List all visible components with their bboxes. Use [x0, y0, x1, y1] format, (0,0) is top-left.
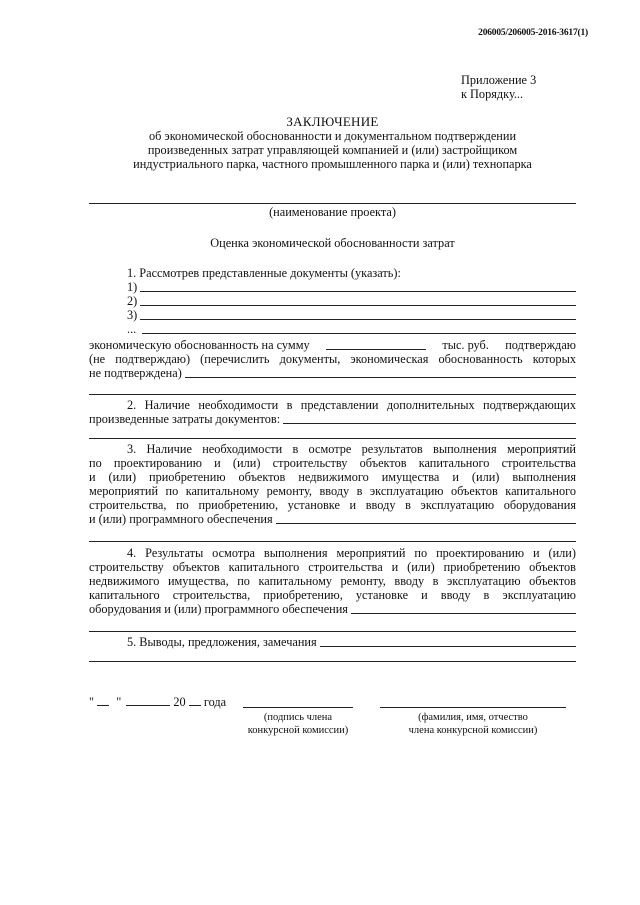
- item3-line: строительства, по приобретению, установке и вводу в эксплуатацию оборудования: [89, 498, 576, 512]
- item1-sum-row: [89, 338, 576, 352]
- item4-line: строительству объектов капитального строительства и (или) приобретению объектов: [89, 560, 576, 574]
- item2-line-1: 2. Наличие необходимости в представлении дополнительных подтверждающих: [127, 398, 576, 412]
- quote-close: ": [116, 695, 122, 709]
- item5-label: 5. Выводы, предложения, замечания: [127, 635, 317, 649]
- inspection-results-line[interactable]: [351, 602, 576, 614]
- item1-extra-line[interactable]: [89, 394, 576, 395]
- title-main: ЗАКЛЮЧЕНИЕ: [286, 114, 379, 129]
- item3-extra-line[interactable]: [89, 541, 576, 542]
- signature-caption-line-1: (подпись члена: [263, 712, 333, 723]
- title-line-3: индустриального парка, частного промышленного парка и (или) технопарка: [133, 157, 532, 171]
- sum-unit: тыс. руб.: [442, 338, 489, 352]
- sum-label: экономическую обоснованность на сумму: [89, 338, 310, 352]
- list-item: [127, 308, 576, 322]
- document-number: 206005/206005-2016-3617(1): [478, 28, 588, 38]
- additional-docs-line[interactable]: [283, 412, 576, 424]
- item1-intro: 1. Рассмотрев представленные документы (указать):: [127, 266, 401, 280]
- item3-line: 3. Наличие необходимости в осмотре результатов выполнения мероприятий: [127, 442, 576, 456]
- item1-line-c: не подтверждена): [89, 366, 182, 380]
- appendix-line-2: к Порядку...: [461, 87, 524, 101]
- item2-extra-line[interactable]: [89, 438, 576, 439]
- document-title: [89, 115, 576, 171]
- list-item: [127, 322, 576, 336]
- confirm-text: подтверждаю: [505, 338, 576, 352]
- day-input-line[interactable]: [97, 694, 109, 706]
- item3-last-text: и (или) программного обеспечения: [89, 512, 273, 526]
- signature-caption-line-2: конкурсной комиссии): [247, 725, 349, 736]
- year-prefix: 20: [173, 695, 186, 709]
- list-marker: 3): [127, 308, 138, 322]
- unconfirmed-docs-line[interactable]: [185, 366, 576, 378]
- inspection-need-line[interactable]: [276, 512, 576, 524]
- list-item: [127, 294, 576, 308]
- signature-caption: [228, 711, 368, 737]
- sum-input-line[interactable]: [326, 338, 426, 350]
- date-block: [89, 694, 226, 709]
- item4-body: [89, 546, 576, 616]
- full-name-caption-line-1: (фамилия, имя, отчество: [418, 712, 528, 723]
- item3-line: и (или) приобретению объектов недвижимого имущества и (или) выполнения: [89, 470, 576, 484]
- signature-line[interactable]: [243, 707, 353, 708]
- year-suffix: года: [203, 695, 227, 709]
- conclusions-line[interactable]: [320, 635, 576, 647]
- list-item: [127, 280, 576, 294]
- month-input-line[interactable]: [126, 694, 170, 706]
- item3-line: по проектированию и (или) строительству объектов капитального строительства: [89, 456, 576, 470]
- quote-open: ": [89, 695, 95, 709]
- project-name-line[interactable]: [89, 203, 576, 204]
- list-marker: 2): [127, 294, 138, 308]
- item1-document-list: [127, 280, 576, 336]
- item2-line-2: произведенные затраты документов:: [89, 412, 281, 426]
- item4-last-text: оборудования и (или) программного обеспечения: [89, 602, 348, 616]
- title-line-2: произведенных затрат управляющей компанией и (или) застройщиком: [147, 143, 518, 157]
- full-name-caption: [383, 711, 563, 737]
- item4-line: 4. Результаты осмотра выполнения мероприятий по проектированию и (или): [127, 546, 576, 560]
- item5-body: [89, 635, 576, 649]
- project-name-caption: (наименование проекта): [269, 205, 396, 219]
- item3-body: [89, 442, 576, 526]
- item4-line: капитального строительства, приобретению, установке и вводу в эксплуатацию: [89, 588, 576, 602]
- item1-line-b: (не подтверждаю) (перечислить документы, экономическая обоснованность которых: [89, 352, 576, 366]
- document-entry-line[interactable]: [142, 322, 576, 334]
- section-heading: Оценка экономической обоснованности затрат: [210, 236, 455, 250]
- item4-line: недвижимого имущества, по капитальному ремонту, вводу в эксплуатацию объектов: [89, 574, 576, 588]
- full-name-caption-line-2: члена конкурсной комиссии): [408, 725, 538, 736]
- list-marker: 1): [127, 280, 138, 294]
- item2-body: [89, 398, 576, 426]
- item3-line: мероприятий по капитальному ремонту, вводу в эксплуатацию объектов капитального: [89, 484, 576, 498]
- item4-last-row: [89, 602, 576, 616]
- item3-last-row: [89, 512, 576, 526]
- item1-line-c-row: [89, 366, 576, 380]
- year-input-line[interactable]: [189, 694, 201, 706]
- item5-row: [89, 635, 576, 649]
- document-entry-line[interactable]: [140, 280, 576, 292]
- list-marker: ...: [127, 322, 137, 336]
- title-line-1: об экономической обоснованности и документальном подтверждении: [148, 129, 517, 143]
- item2-line-2-row: [89, 412, 576, 426]
- full-name-line[interactable]: [380, 707, 566, 708]
- appendix-reference: [461, 73, 536, 101]
- appendix-line-1: Приложение 3: [461, 73, 537, 87]
- item5-extra-line[interactable]: [89, 661, 576, 662]
- item1-body: [89, 338, 576, 380]
- document-entry-line[interactable]: [140, 308, 576, 320]
- document-entry-line[interactable]: [140, 294, 576, 306]
- item4-extra-line[interactable]: [89, 631, 576, 632]
